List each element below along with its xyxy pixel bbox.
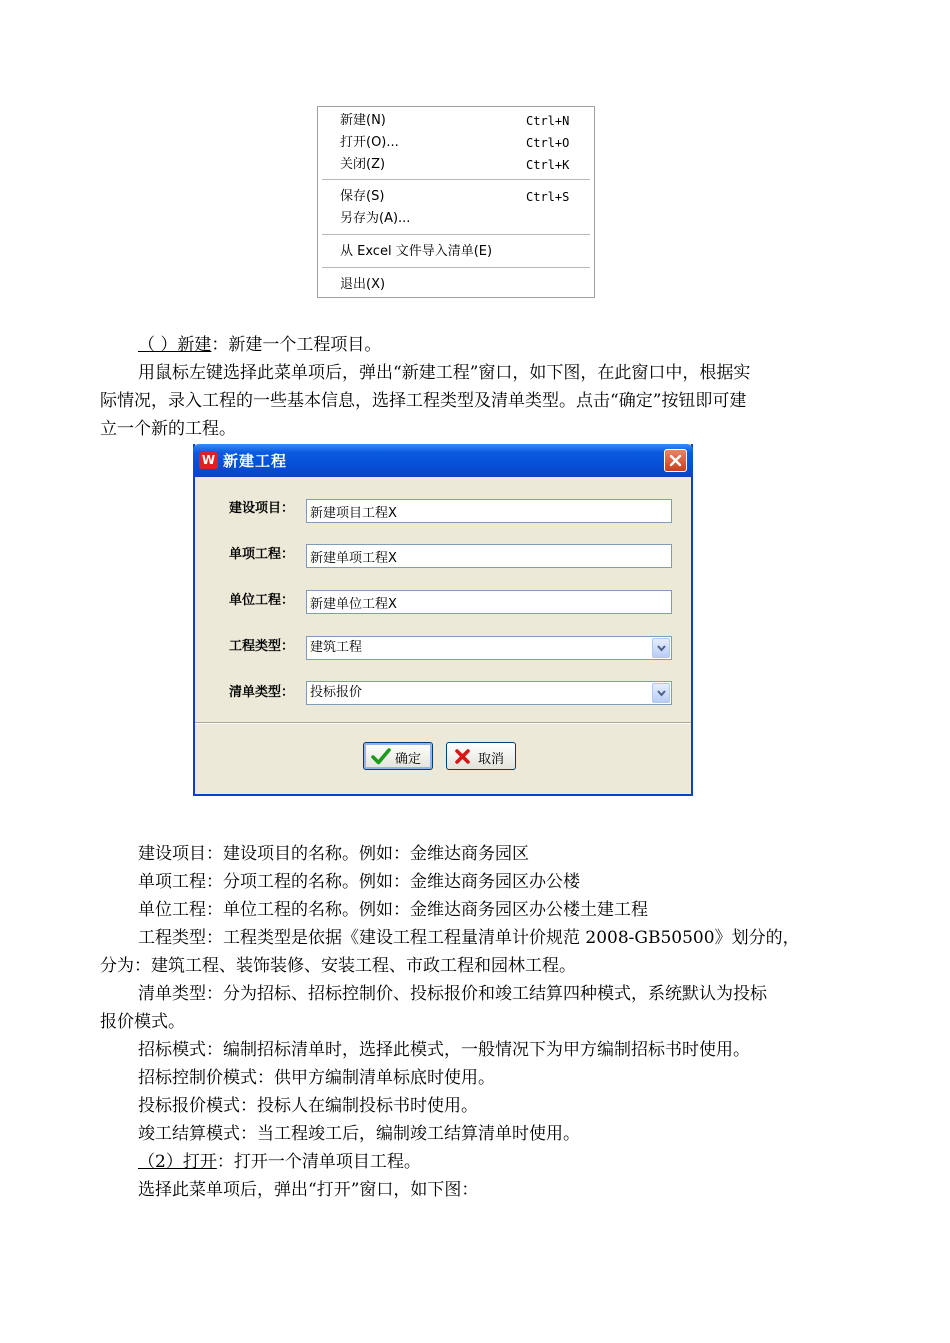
single-project-input[interactable] xyxy=(306,544,672,568)
menu-item-close[interactable] xyxy=(340,155,590,175)
desc-project-type-cont: 分为：建筑工程、装饰装修、安装工程、市政工程和园林工程。 xyxy=(100,956,576,976)
desc-tender-mode: 招标模式：编制招标清单时，选择此模式，一般情况下为甲方编制招标书时使用。 xyxy=(138,1040,750,1060)
field-label-single-project: 单项工程： xyxy=(229,547,295,562)
desc-bill-type: 清单类型：分为招标、招标控制价、投标报价和竣工结算四种模式，系统默认为投标 xyxy=(138,984,767,1004)
heading-text: ：打开一个清单项目工程。 xyxy=(216,1152,421,1172)
menu-item-label: 从 Excel 文件导入清单(E) xyxy=(340,244,493,259)
unit-project-input[interactable] xyxy=(306,590,672,614)
desc-project-type: 工程类型：工程类型是依据《建设工程工程量清单计价规范 2008-GB50500》划分的， xyxy=(138,928,800,948)
ok-button-label: 确定 xyxy=(395,752,422,767)
construction-project-input[interactable] xyxy=(306,499,672,523)
paragraph-line: 际情况，录入工程的一些基本信息，选择工程类型及清单类型。点击“确定”按钮即可建 xyxy=(100,391,747,411)
cross-icon xyxy=(454,748,471,765)
app-logo-icon: W xyxy=(199,452,218,469)
dropdown-button[interactable] xyxy=(652,683,670,703)
cancel-button[interactable] xyxy=(446,742,516,770)
project-type-select[interactable] xyxy=(306,636,672,660)
desc-unit-project: 单位工程：单位工程的名称。例如：金维达商务园区办公楼土建工程 xyxy=(138,900,648,920)
menu-item-shortcut: Ctrl+O xyxy=(526,136,570,150)
chevron-down-icon xyxy=(657,690,666,697)
dialog-separator xyxy=(195,722,691,724)
desc-single-project: 单项工程：分项工程的名称。例如：金维达商务园区办公楼 xyxy=(138,872,580,892)
menu-separator xyxy=(322,234,590,236)
menu-item-shortcut: Ctrl+S xyxy=(526,190,570,204)
heading-number: （ ）新建 xyxy=(138,335,212,355)
desc-construction-project: 建设项目：建设项目的名称。例如：金维达商务园区 xyxy=(138,844,529,864)
paragraph-line: 用鼠标左键选择此菜单项后，弹出“新建工程”窗口，如下图，在此窗口中，根据实 xyxy=(138,363,751,383)
section-heading-new xyxy=(138,331,381,359)
menu-item-save[interactable] xyxy=(340,187,590,207)
desc-control-price-mode: 招标控制价模式：供甲方编制清单标底时使用。 xyxy=(138,1068,495,1088)
field-label-project-type: 工程类型： xyxy=(229,639,295,654)
close-icon xyxy=(669,454,682,467)
field-label-unit-project: 单位工程： xyxy=(229,593,295,608)
field-label-bill-type: 清单类型： xyxy=(229,685,295,700)
ok-button[interactable] xyxy=(363,742,433,770)
dialog-title: 新建工程 xyxy=(223,452,288,470)
field-label-construction-project: 建设项目： xyxy=(229,501,295,516)
menu-separator xyxy=(322,267,590,269)
bill-type-select[interactable] xyxy=(306,681,672,705)
menu-item-new[interactable] xyxy=(340,111,590,131)
desc-bid-price-mode: 投标报价模式：投标人在编制投标书时使用。 xyxy=(138,1096,478,1116)
menu-item-label: 关闭(Z) xyxy=(340,157,386,172)
heading-number: （2）打开 xyxy=(138,1152,217,1172)
paragraph-line: 选择此菜单项后，弹出“打开”窗口，如下图： xyxy=(138,1180,479,1200)
cancel-button-label: 取消 xyxy=(478,752,505,767)
heading-text: ：新建一个工程项目。 xyxy=(211,335,382,355)
menu-item-open[interactable] xyxy=(340,133,590,153)
chevron-down-icon xyxy=(657,645,666,652)
dropdown-button[interactable] xyxy=(652,638,670,658)
close-button[interactable] xyxy=(664,449,687,472)
menu-item-label: 打开(O)... xyxy=(340,135,399,150)
checkmark-icon xyxy=(371,748,391,765)
desc-settlement-mode: 竣工结算模式：当工程竣工后，编制竣工结算清单时使用。 xyxy=(138,1124,580,1144)
menu-item-shortcut: Ctrl+K xyxy=(526,158,570,172)
menu-item-label: 新建(N) xyxy=(340,113,386,128)
menu-item-label: 退出(X) xyxy=(340,277,386,292)
menu-item-import-excel[interactable] xyxy=(340,242,590,262)
dialog-titlebar[interactable] xyxy=(193,444,693,477)
menu-item-shortcut: Ctrl+N xyxy=(526,114,570,128)
menu-item-exit[interactable] xyxy=(340,275,590,295)
menu-separator xyxy=(322,179,590,181)
new-project-dialog xyxy=(193,444,693,796)
desc-bill-type-cont: 报价模式。 xyxy=(100,1012,185,1032)
section-heading-open xyxy=(138,1148,421,1176)
select-value: 建筑工程 xyxy=(310,640,363,655)
menu-item-label: 保存(S) xyxy=(340,189,385,204)
file-menu xyxy=(317,106,595,298)
menu-item-save-as[interactable] xyxy=(340,209,590,229)
select-value: 投标报价 xyxy=(310,685,363,700)
menu-item-label: 另存为(A)... xyxy=(340,211,411,226)
paragraph-line: 立一个新的工程。 xyxy=(100,419,236,439)
